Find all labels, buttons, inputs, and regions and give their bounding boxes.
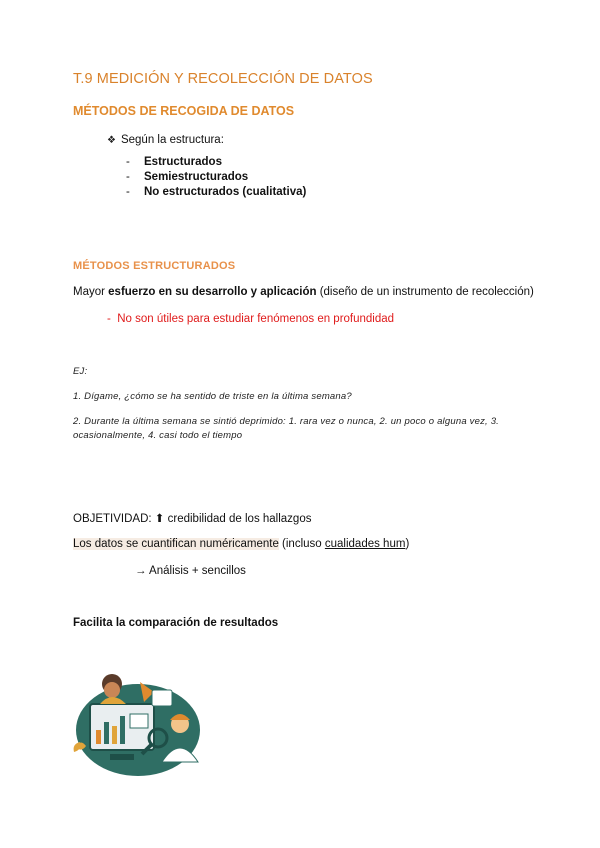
example-2-line2: ocasionalmente, 4. casi todo el tiempo	[73, 430, 243, 441]
example-2-line1: 2. Durante la última semana se sintió deprimido: 1. rara vez o nunca, 2. un poco o alguna vez, 3.	[73, 416, 500, 427]
effort-paragraph: Mayor esfuerzo en su desarrollo y aplicación (diseño de un instrumento de recolección)	[73, 286, 534, 298]
example-1: 1. Dígame, ¿cómo se ha sentido de triste en la última semana?	[73, 391, 352, 402]
example-label: EJ:	[73, 366, 88, 377]
comparison-line: Facilita la comparación de resultados	[73, 617, 279, 629]
drawback-item: - No son útiles para estudiar fenómenos en profundidad	[107, 313, 395, 325]
list-item: - Semiestructurados	[126, 171, 249, 183]
section-heading: MÉTODOS DE RECOGIDA DE DATOS	[73, 104, 295, 118]
list-item: - No estructurados (cualitativa)	[126, 186, 307, 198]
structure-bullet	[107, 134, 224, 146]
arrow-up-icon: ⬆	[154, 513, 165, 525]
analysis-line: → Análisis + sencillos	[135, 565, 246, 577]
quantified-line: Los datos se cuantifican numéricamente (incluso cualidades hum)	[73, 538, 410, 550]
bullet-text: Según la estructura:	[120, 134, 224, 146]
page-title: T.9 MEDICIÓN Y RECOLECCIÓN DE DATOS	[73, 71, 373, 87]
list-item: - Estructurados	[126, 156, 222, 168]
objectivity-line: OBJETIVIDAD: ⬆ credibilidad de los hallazgos	[73, 513, 312, 525]
data-analysis-illustration-icon	[70, 668, 205, 776]
diamond-bullet-icon: ❖	[107, 135, 116, 146]
structured-heading: MÉTODOS ESTRUCTURADOS	[73, 260, 236, 272]
